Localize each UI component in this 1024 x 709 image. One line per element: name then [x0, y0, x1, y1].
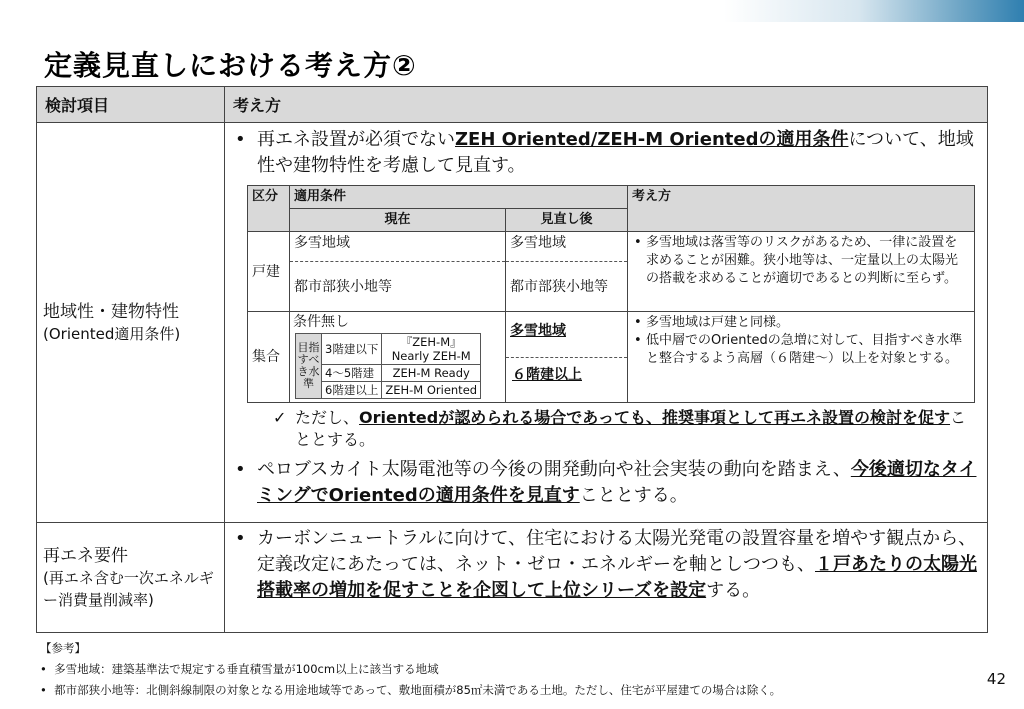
row-renewable-sublabel: (再エネ含む一次エネルギー消費量削減率)	[43, 568, 214, 609]
cell-kodate-now-1: 多雪地域	[290, 232, 506, 262]
cell-joken: 適用条件	[290, 186, 628, 209]
bullet-text: について、地域性や建物特性を考慮して見直す。	[257, 129, 974, 176]
check-icon: ✓	[273, 408, 287, 427]
row-regional-sublabel: (Oriented適用条件)	[43, 324, 181, 343]
sub-r2-floors: 4～5階建	[322, 365, 382, 382]
bullet-oriented-review	[229, 127, 977, 179]
bullet-emphasis: １戸あたりの太陽光搭載率の増加を促すことを企図して上位シリーズを設定	[257, 554, 977, 601]
shugo-note-item-1: • 多雪地域は戸建と同様。	[632, 314, 970, 332]
row-regional-label-cell	[37, 123, 225, 523]
cell-kangae: 考え方	[628, 186, 975, 232]
bullet-text: カーボンニュートラルに向けて、住宅における太陽光発電の設置容量を増やす観点から、定義改定にあたっては、ネット・ゼロ・エネルギーを軸としつつも、	[257, 528, 977, 575]
bullet-carbon-neutral	[229, 526, 977, 604]
cell-kodate-now-2: 都市部狭小地等	[290, 262, 506, 312]
main-table	[36, 86, 988, 633]
cell-kodate-note	[628, 232, 975, 312]
shugo-after-1: 多雪地域	[506, 312, 627, 358]
row-renewable-label-cell	[37, 523, 225, 633]
sub-r2-level: ZEH-M Ready	[382, 365, 481, 382]
bullet-text: 再エネ設置が必須でない	[257, 129, 455, 150]
bullet-text: する。	[706, 580, 761, 601]
row-renewable	[37, 523, 988, 633]
page-number: 42	[986, 670, 1006, 688]
kodate-note-item: • 多雪地域は落雪等のリスクがあるため、一律に設置を求めることが困難。狭小地等は、一定量以上の太陽光の搭載を求めることが適切であるとの判断に至らず。	[632, 234, 970, 288]
row-regional	[37, 123, 988, 523]
cell-kodate: 戸建	[248, 232, 290, 312]
cell-shugo: 集合	[248, 312, 290, 403]
cell-minaoshi: 見直し後	[506, 209, 628, 232]
conditions-table	[247, 185, 975, 403]
header-accent-bar	[724, 0, 1024, 22]
row-renewable-content	[225, 523, 988, 633]
reference-text: 都市部狭小地等：北側斜線制限の対象となる用途地域等であって、敷地面積が85㎡未満である土地。ただし、住宅が平屋建ての場合は除く。	[54, 683, 782, 697]
header-col-approach: 考え方	[225, 87, 988, 123]
bullet-text: ペロブスカイト太陽電池等の今後の開発動向や社会実装の動向を踏まえ、	[257, 459, 851, 480]
cell-kodate-after-1: 多雪地域	[506, 232, 628, 262]
target-level-subtable	[295, 333, 481, 399]
sub-r1-level	[382, 334, 481, 365]
page-title: 定義見直しにおける考え方②	[44, 49, 417, 82]
shugo-note-item-2: • 低中層でのOrientedの急増に対して、目指すべき水準と整合するよう高層（６階建～）以上を対象とする。	[632, 332, 970, 368]
bullet-emphasis: 今後適切なタイミングでOrientedの適用条件を見直す	[257, 459, 977, 506]
check-text: こととする。	[295, 408, 967, 449]
header-col-item: 検討項目	[37, 87, 225, 123]
row-regional-label: 地域性・建物特性	[43, 301, 179, 322]
sub-r1-floors: 3階建以下	[322, 334, 382, 365]
sub-r1-level-a: 『ZEH-M』	[400, 335, 462, 349]
shugo-now-top: 条件無し	[293, 314, 349, 330]
bullet-emphasis: ZEH Oriented/ZEH-M Orientedの適用条件	[455, 129, 849, 150]
row-renewable-label: 再エネ要件	[43, 545, 128, 566]
references	[40, 638, 781, 701]
reference-text: 多雪地域：建築基準法で規定する垂直積雪量が100cm以上に該当する地域	[54, 662, 439, 676]
references-heading: 【参考】	[40, 641, 86, 655]
check-text: ただし、	[295, 408, 360, 427]
cell-shugo-now	[290, 312, 506, 403]
row-regional-content	[225, 123, 988, 523]
cell-shugo-after	[506, 312, 628, 403]
check-emphasis: Orientedが認められる場合であっても、推奨事項として再エネ設置の検討を促す	[359, 408, 951, 427]
check-note	[225, 407, 987, 451]
reference-item-2: • 都市部狭小地等：北側斜線制限の対象となる用途地域等であって、敷地面積が85㎡未満である土地。ただし、住宅が平屋建ての場合は除く。	[40, 683, 782, 697]
sub-vertical-label: 目指すべき水準	[296, 334, 322, 399]
cell-genzai: 現在	[290, 209, 506, 232]
cell-kubun: 区分	[248, 186, 290, 232]
header-row	[37, 87, 988, 123]
cell-shugo-note	[628, 312, 975, 403]
bullet-text: こととする。	[579, 485, 688, 506]
reference-item-1: • 多雪地域：建築基準法で規定する垂直積雪量が100cm以上に該当する地域	[40, 662, 439, 676]
shugo-after-2: ６階建以上	[512, 367, 582, 383]
cell-kodate-after-2: 都市部狭小地等	[506, 262, 628, 312]
sub-r1-level-b: Nearly ZEH-M	[391, 349, 471, 363]
bullet-perovskite	[229, 457, 977, 509]
sub-r3-floors: 6階建以上	[322, 382, 382, 399]
sub-r3-level: ZEH-M Oriented	[382, 382, 481, 399]
